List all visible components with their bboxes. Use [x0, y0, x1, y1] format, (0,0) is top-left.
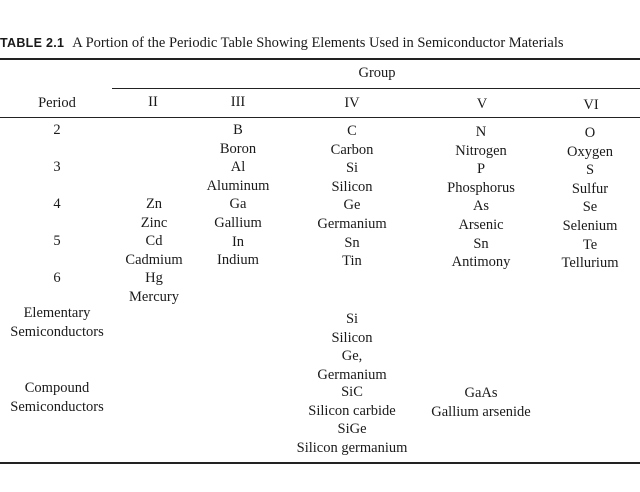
element-name: Phosphorus	[447, 179, 515, 196]
element-symbol: Cd	[145, 233, 163, 250]
column-heading-v: V	[476, 96, 488, 112]
element-name: Selenium	[562, 217, 618, 234]
element-symbol: O	[584, 125, 596, 141]
element-name: Boron	[219, 140, 257, 157]
group-heading: Group	[358, 65, 396, 81]
top-rule	[0, 58, 640, 60]
compound-formula: SiGe	[337, 421, 367, 438]
element-name: Germanium	[317, 366, 387, 383]
group-iv-elements	[317, 122, 386, 271]
compound-label: Compound Semiconductors	[10, 380, 104, 415]
element-symbol: In	[231, 233, 245, 250]
element-symbol: Te	[582, 236, 598, 253]
element-symbol: P	[476, 161, 486, 178]
period-4: 4	[53, 196, 61, 212]
compound-v	[431, 384, 530, 421]
element-name: Indium	[217, 252, 259, 269]
group-iii-elements	[207, 121, 270, 270]
element-name: Tellurium	[561, 255, 619, 272]
bottom-rule	[0, 462, 640, 464]
element-symbol: Sn	[344, 234, 360, 251]
element-name: Aluminum	[206, 177, 270, 194]
table-caption	[0, 35, 564, 52]
element-symbol: Si	[345, 160, 359, 177]
element-name: Antimony	[451, 254, 511, 271]
element-symbol: Ga	[229, 196, 247, 213]
period-6: 6	[53, 270, 61, 286]
element-symbol: B	[233, 122, 243, 138]
column-heading-iv: IV	[344, 95, 360, 111]
element-symbol: Al	[230, 159, 246, 176]
elementary-iv	[317, 310, 386, 384]
element-name: Mercury	[129, 288, 179, 305]
element-name: Cadmium	[125, 251, 183, 268]
element-name: Arsenic	[458, 216, 504, 233]
compound-name: Gallium arsenide	[431, 403, 531, 420]
period-5: 5	[53, 233, 61, 249]
element-symbol: C	[347, 123, 357, 139]
period-3: 3	[53, 159, 61, 175]
compound-formula: GaAs	[464, 385, 498, 401]
element-name: Sulfur	[571, 180, 609, 197]
element-name: Zinc	[140, 214, 168, 231]
element-symbol: Sn	[473, 235, 489, 252]
element-symbol: Hg	[145, 270, 163, 287]
header-rule	[0, 117, 640, 118]
element-symbol: Ge	[343, 197, 361, 214]
group-rule	[112, 88, 640, 89]
compound-name: Silicon germanium	[296, 439, 408, 456]
element-symbol: N	[475, 124, 487, 140]
element-symbol: Ge,	[341, 348, 363, 365]
column-heading-vi: VI	[583, 97, 599, 113]
period-heading: Period	[38, 95, 76, 111]
element-symbol: S	[585, 162, 595, 179]
element-name: Gallium	[214, 214, 262, 231]
element-name: Carbon	[330, 141, 374, 158]
element-name: Silicon	[331, 178, 373, 195]
element-name: Germanium	[317, 215, 387, 232]
column-heading-iii: III	[230, 94, 246, 110]
element-name: Oxygen	[567, 143, 613, 160]
element-symbol: Se	[582, 199, 598, 216]
elementary-label: Elementary Semiconductors	[10, 305, 104, 340]
period-2: 2	[53, 122, 61, 138]
compound-iv	[297, 383, 408, 457]
element-symbol: Zn	[145, 196, 163, 212]
compound-name: Silicon carbide	[308, 402, 396, 419]
group-vi-elements	[562, 124, 619, 273]
element-name: Silicon	[331, 329, 373, 346]
table-title: A Portion of the Periodic Table Showing Elements Used in Semiconductor Materials	[72, 35, 564, 51]
element-name: Tin	[342, 253, 362, 270]
element-symbol: As	[472, 198, 490, 215]
group-v-elements	[447, 123, 515, 272]
element-name: Nitrogen	[455, 142, 507, 159]
column-heading-ii: II	[148, 94, 158, 110]
element-symbol: Si	[345, 311, 359, 327]
compound-formula: SiC	[341, 384, 363, 400]
group-ii-elements	[125, 195, 182, 307]
table-label: TABLE 2.1	[0, 36, 65, 50]
